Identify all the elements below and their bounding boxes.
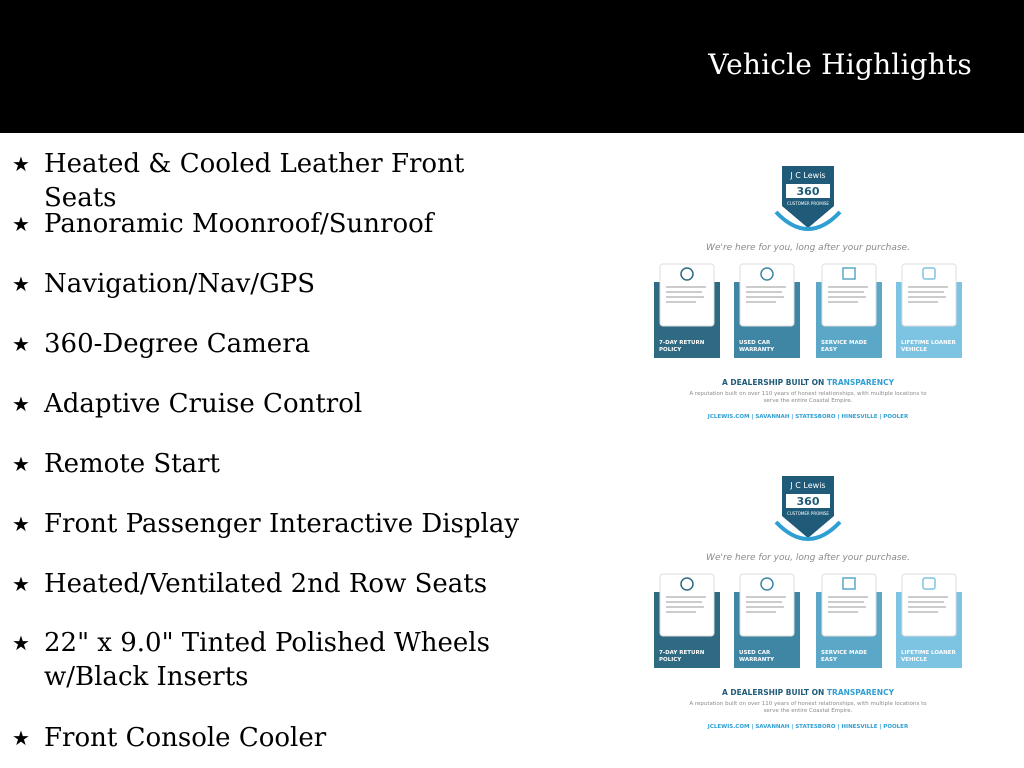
- feature-item: [12, 327, 310, 361]
- card-label: 7-DAY RETURN: [659, 650, 705, 656]
- promise-badge: [776, 476, 840, 539]
- feature-item: [12, 567, 487, 601]
- feature-item: [12, 507, 519, 541]
- badge-number: 360: [796, 495, 820, 508]
- card-label: EASY: [821, 657, 837, 663]
- feature-item: [12, 387, 362, 421]
- feature-text: Front Passenger Interactive Display: [44, 509, 520, 539]
- star-icon: ★: [12, 452, 30, 476]
- footer-line: serve the entire Coastal Empire.: [763, 398, 853, 404]
- customer-promise-graphic: [648, 160, 968, 430]
- feature-text: Heated/Ventilated 2nd Row Seats: [44, 569, 488, 599]
- promise-card: [816, 574, 882, 668]
- feature-text: Navigation/Nav/GPS: [44, 269, 316, 299]
- promise-card: [896, 574, 962, 668]
- star-icon: ★: [12, 152, 30, 176]
- feature-item: [12, 147, 524, 215]
- badge-number: 360: [796, 185, 820, 198]
- promise-card: [654, 574, 720, 668]
- footer-heading-a: A DEALERSHIP BUILT ON: [721, 378, 827, 387]
- feature-item: [12, 447, 220, 481]
- promise-tagline: We're here for you, long after your purchase.: [706, 243, 910, 253]
- promise-badge: [776, 166, 840, 229]
- promise-tagline: We're here for you, long after your purchase.: [706, 553, 910, 563]
- promise-svg: [648, 160, 968, 430]
- footer-line: A reputation built on over 110 years of honest relationships, with multiple locations to: [689, 701, 927, 707]
- card-label: WARRANTY: [739, 347, 775, 353]
- card-label: 7-DAY RETURN: [659, 340, 705, 346]
- feature-text: Adaptive Cruise Control: [44, 389, 363, 419]
- feature-text: Remote Start: [44, 449, 221, 479]
- feature-item: [12, 207, 433, 241]
- card-label: SERVICE MADE: [821, 340, 868, 346]
- star-icon: ★: [12, 631, 30, 655]
- footer-heading-a: A DEALERSHIP BUILT ON: [721, 688, 827, 697]
- footer-line: serve the entire Coastal Empire.: [763, 708, 853, 714]
- card-label: LIFETIME LOANER: [901, 340, 956, 346]
- card-label: VEHICLE: [901, 657, 927, 663]
- header-bar: [0, 0, 1024, 133]
- footer-heading-b: TRANSPARENCY: [826, 688, 895, 697]
- feature-text: Front Console Cooler: [44, 723, 327, 753]
- feature-text: Heated & Cooled Leather Front Seats: [44, 149, 465, 213]
- card-label: SERVICE MADE: [821, 650, 868, 656]
- footer-line: A reputation built on over 110 years of honest relationships, with multiple locations to: [689, 391, 927, 397]
- footer-locations: JCLEWIS.COM | SAVANNAH | STATESBORO | HINESVILLE | POOLER: [707, 414, 909, 420]
- feature-item: [12, 721, 326, 755]
- star-icon: ★: [12, 572, 30, 596]
- promise-card: [896, 264, 962, 358]
- badge-caption: CUSTOMER PROMISE: [787, 511, 829, 516]
- brand-logo-text: J C Lewis: [790, 481, 826, 490]
- feature-text: Panoramic Moonroof/Sunroof: [44, 209, 434, 239]
- feature-item: [12, 267, 315, 301]
- star-icon: ★: [12, 392, 30, 416]
- brand-logo-text: J C Lewis: [790, 171, 826, 180]
- promise-card: [734, 574, 800, 668]
- star-icon: ★: [12, 726, 30, 750]
- card-label: USED CAR: [739, 340, 771, 346]
- badge-caption: CUSTOMER PROMISE: [787, 201, 829, 206]
- star-icon: ★: [12, 272, 30, 296]
- star-icon: ★: [12, 332, 30, 356]
- footer-heading-b: TRANSPARENCY: [826, 378, 895, 387]
- feature-item: [12, 626, 524, 694]
- card-label: POLICY: [659, 657, 682, 663]
- star-icon: ★: [12, 512, 30, 536]
- page-title: Vehicle Highlights: [708, 48, 972, 81]
- card-label: POLICY: [659, 347, 682, 353]
- card-label: WARRANTY: [739, 657, 775, 663]
- feature-text: 360-Degree Camera: [44, 329, 311, 359]
- customer-promise-graphic: [648, 470, 968, 740]
- promise-card: [654, 264, 720, 358]
- card-label: USED CAR: [739, 650, 771, 656]
- feature-text: 22" x 9.0" Tinted Polished Wheels w/Black Inserts: [44, 628, 490, 692]
- footer-heading: [722, 378, 895, 387]
- promise-card: [816, 264, 882, 358]
- card-label: LIFETIME LOANER: [901, 650, 956, 656]
- footer-locations: JCLEWIS.COM | SAVANNAH | STATESBORO | HINESVILLE | POOLER: [707, 724, 909, 730]
- star-icon: ★: [12, 212, 30, 236]
- promise-svg: [648, 470, 968, 740]
- card-label: EASY: [821, 347, 837, 353]
- card-label: VEHICLE: [901, 347, 927, 353]
- promise-card: [734, 264, 800, 358]
- footer-heading: [722, 688, 895, 697]
